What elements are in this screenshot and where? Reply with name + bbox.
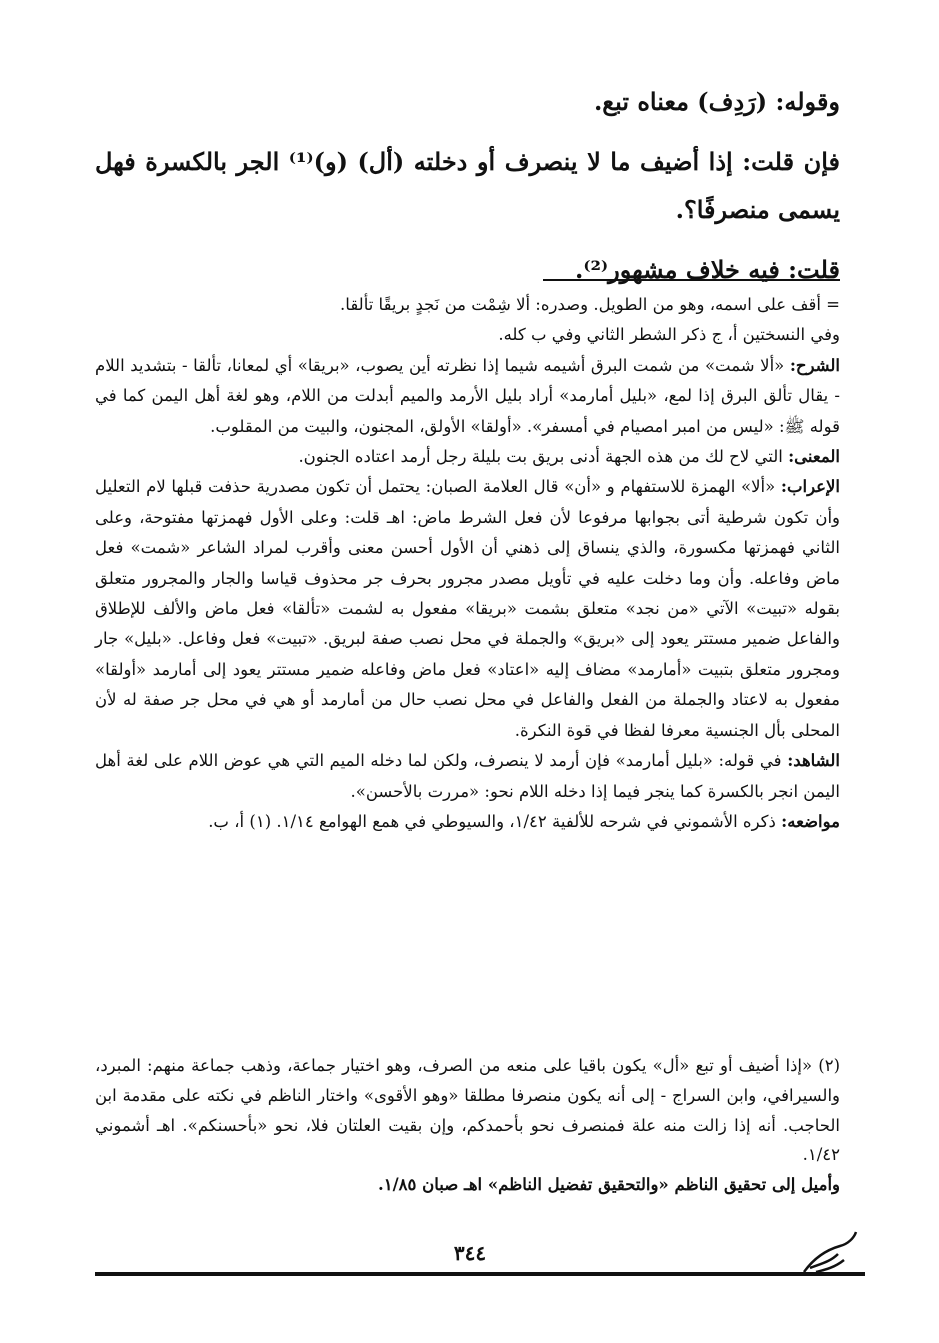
- mawadiuh-label: مواضعه:: [781, 811, 840, 831]
- sharh-paragraph: [95, 351, 840, 442]
- irab-text: «ألا» الهمزة للاستفهام و «أن» قال العلامة الصبان: يحتمل أن تكون مصدرية حذفت قبلها لام التعليل وأن تكون شرطية أتى بجوابها مرفوعا لأن فعل الشرط ماض: اهـ قلت: وعلى الأول فهمزتها مفتوحة، وعلى الثاني فهمزتها مكسورة، والذي ينساق إلى ذهني أن الأول أحسن معنى وأقرب لمراد الشاعر «شمت» فعل ماض وفاعله. وأن وما دخلت عليه في تأويل مصدر مجرور بحرف جر محذوف قياسا والجار والمجرور متعلق بقوله «تبيت» الآتي «من نجد» متعلق بشمت «بريقا» مفعول به لشمت «تألقا» فعل ماض والألف للإطلاق والفاعل ضمير مستتر يعود إلى «بريق» والجملة في محل نصب صفة لبريق. «تبيت» فعل وفاعل. «بليل» جار ومجرور متعلق بتبيت «أمارمد» مضاف إليه «اعتاد» فعل ماض وفاعله ضمير مستتر يعود إلى أمارمد «أولقا» مفعول به لاعتاد والجملة من الفعل والفاعل في محل نصب حال من أمارمد أو هي في محل جر صفة له لأن المحلى بأل الجنسية معرفا لفظا في قوة النكرة.: [95, 477, 840, 740]
- mawadiuh-text: ذكره الأشموني في شرحه للألفية ١/٤٢، والسيوطي في همع الهوامع ١/١٤.: [276, 811, 776, 831]
- shahid-text: في قوله: «بليل أمارمد» فإن أرمد لا ينصرف، ولكن لما دخله الميم التي هي عوض اللام على لغة أهل اليمن انجر بالكسرة كما ينجر فيما إذا دخله اللام نحو: «مررت بالأحسن».: [95, 751, 840, 801]
- footnote-1: (١) أ، ب.: [208, 811, 272, 831]
- page-number: ٣٤٤: [453, 1241, 487, 1265]
- main-text: [95, 78, 840, 306]
- sharh-text: «ألا شمت» من شمت البرق أشيمه شيما إذا نظرته أين يصوب، «بريقا» أي لمعانا، تألقا - بتشديد اللام - يقال تألق البرق إذا لمع، «بليل أمارمد» أراد بليل الأرمد والميم أبدلت من اللام، وهو لغة أهل اليمن كما في قوله ﷺ: «ليس من امبر امصيام في أمسفر». «أولقا» الأولق، المجنون، والبيت من المقلوب.: [95, 355, 840, 436]
- footnote-2-text: «إذا أضيف أو تبع «أل» يكون باقيا على منعه من الصرف، وهو اختيار جماعة، وذهب جماعة منهم: المبرد، والسيرافي، وابن السراج - إلى أنه يكون منصرفا مطلقا «وهو الأقوى» واختار الناظم في نكته على مقدمة ابن الحاجب. أنه إذا زالت منه علة فمنصرف نحو بأحمدكم، وإن بقيت العلتان فلا، نحو «بأحسنكم». اهـ أشموني ١/٤٢.: [95, 1056, 840, 1165]
- maana-paragraph: [95, 442, 840, 472]
- question-paragraph: فإن قلت: إذا أضيف ما لا ينصرف أو دخلته (أل) (و)⁽¹⁾ الجر بالكسرة فهل يسمى منصرفًا؟.: [95, 147, 840, 224]
- footnote-2-marker: (٢): [818, 1056, 841, 1075]
- footnote-separator: [543, 279, 840, 281]
- shahid-paragraph: [95, 746, 840, 807]
- answer-paragraph: قلت: فيه خلاف مشهور⁽²⁾.: [574, 255, 840, 284]
- main-line-1: وقوله: (رَدِف) معناه تبع.: [593, 87, 840, 116]
- footnotes: [95, 290, 840, 837]
- shahid-label: الشاهد:: [787, 751, 840, 771]
- maana-label: المعنى:: [788, 447, 840, 467]
- maana-text: التي لاح لك من هذه الجهة أدنى بريق بت بليلة رجل أرمد اعتاده الجنون.: [298, 447, 783, 467]
- irab-label: الإعراب:: [780, 477, 841, 497]
- sharh-label: الشرح:: [789, 355, 840, 375]
- flourish-ornament-icon: [800, 1228, 860, 1278]
- footnote-continuation-2: وفي النسختين أ، ج ذكر الشطر الثاني وفي ب كله.: [498, 325, 840, 345]
- footnote-2-paragraph: [95, 1051, 840, 1170]
- mawadiuh-paragraph: [95, 807, 840, 837]
- footnote-continuation-1: = أقف على اسمه، وهو من الطويل. وصدره: ألا شِمْت من نَجدٍ بريقًا تألقا.: [340, 295, 840, 314]
- bottom-rule: [95, 1272, 865, 1276]
- footnote-2-end: وأميل إلى تحقيق الناظم «والتحقيق تفضيل الناظم» اهـ صبان ١/٨٥.: [378, 1175, 840, 1195]
- irab-paragraph: [95, 472, 840, 746]
- footnote-2: [95, 1051, 840, 1200]
